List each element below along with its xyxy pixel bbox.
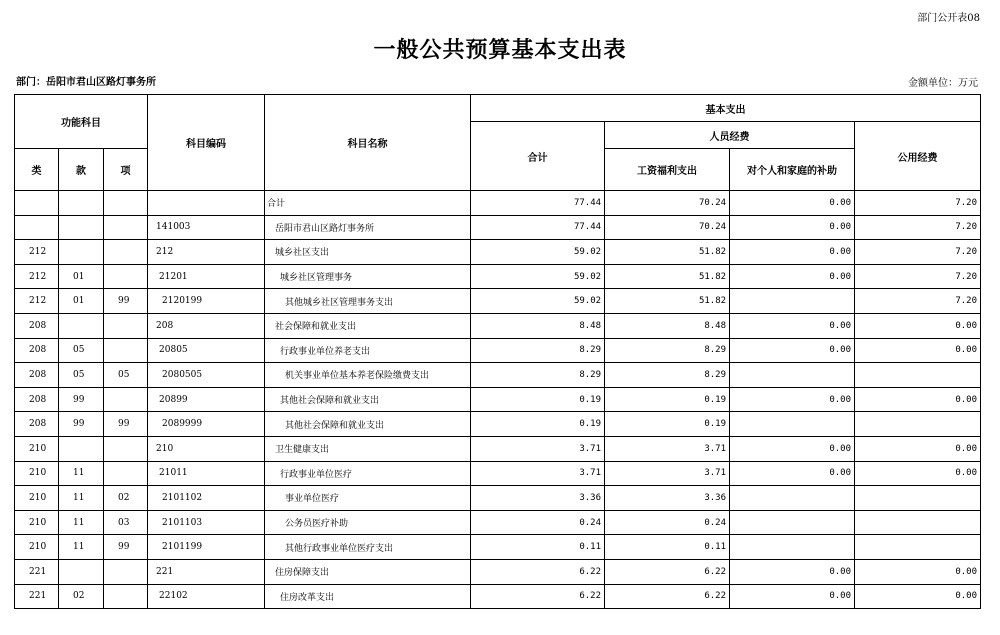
cell-code: 2101102 (148, 486, 265, 511)
cell-salary: 0.19 (605, 387, 730, 412)
cell-total: 6.22 (471, 584, 605, 609)
cell-subsidy (730, 289, 855, 314)
personnel-header: 人员经费 (605, 122, 855, 149)
cell-subsidy: 0.00 (730, 191, 855, 216)
cell-cat: 208 (15, 338, 59, 363)
cell-cat: 208 (15, 412, 59, 437)
cell-subsidy: 0.00 (730, 215, 855, 240)
cell-code (148, 191, 265, 216)
public-header: 公用经费 (855, 122, 981, 191)
cell-kuan (59, 313, 104, 338)
table-row (15, 215, 981, 240)
cell-public: 7.20 (855, 240, 981, 265)
cell-salary: 0.11 (605, 535, 730, 560)
cell-kuan: 01 (59, 264, 104, 289)
cell-salary: 6.22 (605, 559, 730, 584)
cell-public (855, 486, 981, 511)
cell-kuan (59, 559, 104, 584)
table-row (15, 387, 981, 412)
cell-cat: 221 (15, 584, 59, 609)
cell-salary: 70.24 (605, 191, 730, 216)
cell-salary: 3.71 (605, 461, 730, 486)
cell-cat: 210 (15, 510, 59, 535)
cell-cat: 210 (15, 486, 59, 511)
cell-public: 0.00 (855, 338, 981, 363)
cell-code: 210 (148, 436, 265, 461)
cell-code: 2089999 (148, 412, 265, 437)
basic-expense-header: 基本支出 (471, 95, 981, 122)
salary-header: 工资福利支出 (605, 149, 730, 191)
cell-total: 0.11 (471, 535, 605, 560)
cell-public: 0.00 (855, 436, 981, 461)
cell-xiang (104, 436, 148, 461)
cell-code: 2080505 (148, 363, 265, 388)
cell-xiang (104, 240, 148, 265)
cell-public (855, 510, 981, 535)
name-header: 科目名称 (265, 95, 471, 191)
cell-subsidy: 0.00 (730, 461, 855, 486)
table-row (15, 559, 981, 584)
cell-salary: 3.71 (605, 436, 730, 461)
cell-total: 8.29 (471, 338, 605, 363)
cell-public: 7.20 (855, 289, 981, 314)
table-row (15, 436, 981, 461)
cell-name: 其他行政事业单位医疗支出 (265, 535, 471, 560)
cell-subsidy (730, 486, 855, 511)
cell-kuan: 11 (59, 535, 104, 560)
cell-subsidy (730, 510, 855, 535)
cell-total: 8.48 (471, 313, 605, 338)
department-label: 部门：岳阳市君山区路灯事务所 (16, 77, 156, 88)
cell-name: 其他城乡社区管理事务支出 (265, 289, 471, 314)
cell-name: 住房改革支出 (265, 584, 471, 609)
cell-xiang (104, 387, 148, 412)
table-row (15, 313, 981, 338)
cell-cat: 208 (15, 313, 59, 338)
table-row (15, 264, 981, 289)
cell-total: 77.44 (471, 191, 605, 216)
cell-subsidy: 0.00 (730, 559, 855, 584)
cell-salary: 51.82 (605, 264, 730, 289)
cell-cat (15, 215, 59, 240)
cell-public (855, 535, 981, 560)
table-row (15, 338, 981, 363)
cell-salary: 6.22 (605, 584, 730, 609)
cell-kuan: 02 (59, 584, 104, 609)
cell-name: 行政事业单位养老支出 (265, 338, 471, 363)
cell-xiang: 99 (104, 289, 148, 314)
cell-subsidy (730, 535, 855, 560)
cell-public: 0.00 (855, 313, 981, 338)
cell-salary: 51.82 (605, 289, 730, 314)
budget-table (14, 94, 981, 609)
cell-code: 2101103 (148, 510, 265, 535)
cell-code: 2120199 (148, 289, 265, 314)
cell-kuan (59, 240, 104, 265)
cell-salary: 70.24 (605, 215, 730, 240)
cell-cat: 221 (15, 559, 59, 584)
page-title: 一般公共预算基本支出表 (373, 37, 627, 63)
table-row (15, 461, 981, 486)
cell-kuan: 11 (59, 461, 104, 486)
cell-total: 0.24 (471, 510, 605, 535)
total-header: 合计 (471, 122, 605, 191)
cell-cat (15, 191, 59, 216)
cell-xiang (104, 215, 148, 240)
cell-kuan (59, 215, 104, 240)
cell-xiang (104, 584, 148, 609)
cell-xiang (104, 264, 148, 289)
form-code: 部门公开表08 (917, 13, 980, 24)
table-row (15, 363, 981, 388)
table-row (15, 191, 981, 216)
cell-xiang: 03 (104, 510, 148, 535)
cell-total: 59.02 (471, 240, 605, 265)
cell-code: 208 (148, 313, 265, 338)
cell-kuan: 99 (59, 387, 104, 412)
cell-kuan: 05 (59, 338, 104, 363)
cell-cat: 212 (15, 264, 59, 289)
cell-name: 行政事业单位医疗 (265, 461, 471, 486)
cell-kuan (59, 436, 104, 461)
cell-cat: 210 (15, 461, 59, 486)
cell-public (855, 412, 981, 437)
xiang-header: 项 (104, 149, 148, 191)
cell-subsidy: 0.00 (730, 240, 855, 265)
table-row (15, 535, 981, 560)
cell-code: 141003 (148, 215, 265, 240)
cell-name: 住房保障支出 (265, 559, 471, 584)
cell-total: 59.02 (471, 289, 605, 314)
cat-header: 类 (15, 149, 59, 191)
cell-code: 21011 (148, 461, 265, 486)
cell-name: 公务员医疗补助 (265, 510, 471, 535)
code-header: 科目编码 (148, 95, 265, 191)
cell-subsidy (730, 412, 855, 437)
table-row (15, 510, 981, 535)
cell-xiang: 99 (104, 535, 148, 560)
cell-kuan: 05 (59, 363, 104, 388)
table-body (15, 191, 981, 609)
cell-public: 7.20 (855, 264, 981, 289)
cell-salary: 51.82 (605, 240, 730, 265)
cell-xiang (104, 313, 148, 338)
cell-subsidy: 0.00 (730, 387, 855, 412)
cell-salary: 8.29 (605, 363, 730, 388)
cell-cat: 210 (15, 436, 59, 461)
cell-public (855, 363, 981, 388)
cell-total: 3.36 (471, 486, 605, 511)
cell-xiang (104, 338, 148, 363)
cell-kuan: 11 (59, 510, 104, 535)
cell-total: 6.22 (471, 559, 605, 584)
cell-subsidy: 0.00 (730, 436, 855, 461)
cell-xiang (104, 461, 148, 486)
kuan-header: 款 (59, 149, 104, 191)
cell-salary: 0.24 (605, 510, 730, 535)
cell-kuan: 01 (59, 289, 104, 314)
cell-cat: 212 (15, 289, 59, 314)
cell-name: 合计 (265, 191, 471, 216)
cell-name: 城乡社区管理事务 (265, 264, 471, 289)
cell-name: 机关事业单位基本养老保险缴费支出 (265, 363, 471, 388)
cell-subsidy: 0.00 (730, 338, 855, 363)
cell-total: 59.02 (471, 264, 605, 289)
cell-subsidy (730, 363, 855, 388)
cell-xiang (104, 191, 148, 216)
cell-name: 事业单位医疗 (265, 486, 471, 511)
cell-public: 0.00 (855, 559, 981, 584)
cell-public: 7.20 (855, 215, 981, 240)
cell-code: 20899 (148, 387, 265, 412)
cell-total: 3.71 (471, 461, 605, 486)
cell-code: 22102 (148, 584, 265, 609)
cell-salary: 8.48 (605, 313, 730, 338)
cell-public: 0.00 (855, 387, 981, 412)
cell-xiang (104, 559, 148, 584)
cell-cat: 208 (15, 363, 59, 388)
cell-name: 城乡社区支出 (265, 240, 471, 265)
cell-cat: 212 (15, 240, 59, 265)
cell-kuan (59, 191, 104, 216)
cell-public: 0.00 (855, 584, 981, 609)
cell-subsidy: 0.00 (730, 313, 855, 338)
cell-code: 2101199 (148, 535, 265, 560)
cell-salary: 0.19 (605, 412, 730, 437)
cell-name: 其他社会保障和就业支出 (265, 387, 471, 412)
cell-total: 8.29 (471, 363, 605, 388)
func-subject-header: 功能科目 (15, 95, 148, 149)
cell-cat: 210 (15, 535, 59, 560)
cell-name: 社会保障和就业支出 (265, 313, 471, 338)
table-row (15, 240, 981, 265)
cell-kuan: 11 (59, 486, 104, 511)
unit-label: 金额单位：万元 (908, 78, 978, 89)
cell-code: 212 (148, 240, 265, 265)
table-row (15, 412, 981, 437)
cell-cat: 208 (15, 387, 59, 412)
cell-code: 20805 (148, 338, 265, 363)
cell-kuan: 99 (59, 412, 104, 437)
cell-name: 岳阳市君山区路灯事务所 (265, 215, 471, 240)
table-row (15, 584, 981, 609)
cell-xiang: 99 (104, 412, 148, 437)
table-row (15, 486, 981, 511)
cell-xiang: 02 (104, 486, 148, 511)
cell-subsidy: 0.00 (730, 264, 855, 289)
subsidy-header: 对个人和家庭的补助 (730, 149, 855, 191)
cell-subsidy: 0.00 (730, 584, 855, 609)
cell-total: 0.19 (471, 412, 605, 437)
cell-code: 221 (148, 559, 265, 584)
cell-name: 卫生健康支出 (265, 436, 471, 461)
cell-total: 0.19 (471, 387, 605, 412)
cell-name: 其他社会保障和就业支出 (265, 412, 471, 437)
cell-salary: 3.36 (605, 486, 730, 511)
cell-public: 0.00 (855, 461, 981, 486)
cell-xiang: 05 (104, 363, 148, 388)
cell-total: 3.71 (471, 436, 605, 461)
cell-salary: 8.29 (605, 338, 730, 363)
cell-code: 21201 (148, 264, 265, 289)
cell-total: 77.44 (471, 215, 605, 240)
cell-public: 7.20 (855, 191, 981, 216)
table-row (15, 289, 981, 314)
